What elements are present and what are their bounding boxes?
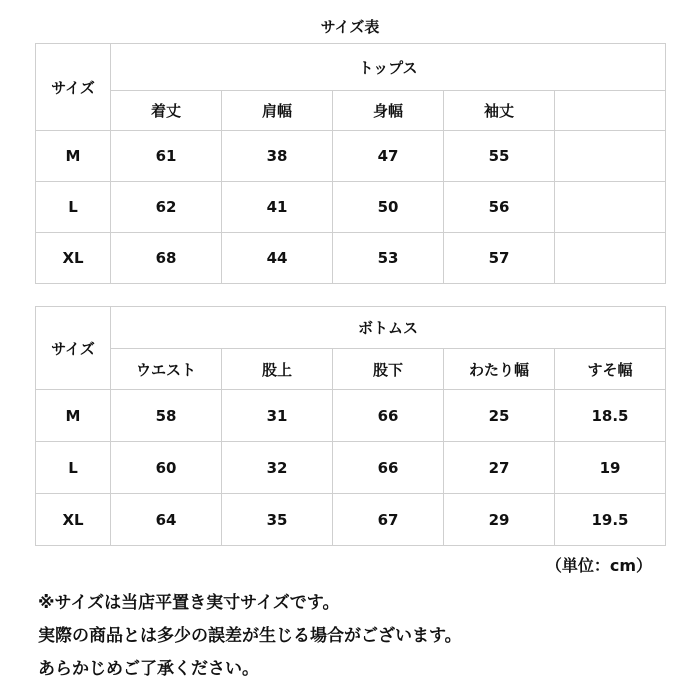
table-cell: 62 <box>111 182 222 233</box>
table-cell: 55 <box>444 131 555 182</box>
table-cell: 25 <box>444 390 555 442</box>
tops-column-header <box>555 91 666 131</box>
table-cell: 32 <box>222 442 333 494</box>
table-cell: 58 <box>111 390 222 442</box>
bottoms-row-xl <box>36 494 666 546</box>
table-cell: 29 <box>444 494 555 546</box>
bottoms-size-table <box>35 306 666 546</box>
size-label-cell: M <box>36 131 111 182</box>
bottoms-size-header: サイズ <box>36 307 111 390</box>
table-cell: 60 <box>111 442 222 494</box>
table-cell: 18.5 <box>555 390 666 442</box>
table-cell: 61 <box>111 131 222 182</box>
table-cell: 41 <box>222 182 333 233</box>
table-cell: 56 <box>444 182 555 233</box>
bottoms-column-header: すそ幅 <box>555 349 666 390</box>
tops-size-header: サイズ <box>36 44 111 131</box>
size-label-cell: L <box>36 442 111 494</box>
size-label-cell: XL <box>36 233 111 284</box>
bottoms-columns-row <box>36 349 666 390</box>
table-cell: 66 <box>333 442 444 494</box>
note-line: ※サイズは当店平置き実寸サイズです。 <box>38 593 340 613</box>
bottoms-header-row <box>36 307 666 349</box>
table-cell: 64 <box>111 494 222 546</box>
notes <box>38 587 678 686</box>
tops-column-header: 着丈 <box>111 91 222 131</box>
size-label-cell: L <box>36 182 111 233</box>
bottoms-row-m <box>36 390 666 442</box>
size-label-cell: M <box>36 390 111 442</box>
bottoms-row-l <box>36 442 666 494</box>
table-cell: 19.5 <box>555 494 666 546</box>
table-cell: 66 <box>333 390 444 442</box>
table-cell: 57 <box>444 233 555 284</box>
table-cell: 67 <box>333 494 444 546</box>
unit-note: （単位：cm） <box>545 556 652 575</box>
table-cell: 47 <box>333 131 444 182</box>
size-label-cell: XL <box>36 494 111 546</box>
tops-size-table <box>35 43 666 284</box>
note-line: 実際の商品とは多少の誤差が生じる場合がございます。 <box>38 626 462 646</box>
table-cell: 35 <box>222 494 333 546</box>
tops-group-header: トップス <box>111 44 666 91</box>
table-cell: 50 <box>333 182 444 233</box>
table-cell: 68 <box>111 233 222 284</box>
tops-column-header: 肩幅 <box>222 91 333 131</box>
tops-columns-row <box>36 91 666 131</box>
table-cell: 27 <box>444 442 555 494</box>
bottoms-column-header: わたり幅 <box>444 349 555 390</box>
table-cell: 38 <box>222 131 333 182</box>
note-line: あらかじめご了承ください。 <box>38 659 259 679</box>
table-cell: 44 <box>222 233 333 284</box>
table-cell: 31 <box>222 390 333 442</box>
tops-row-xl <box>36 233 666 284</box>
bottoms-column-header: 股上 <box>222 349 333 390</box>
table-cell <box>555 131 666 182</box>
bottoms-column-header: 股下 <box>333 349 444 390</box>
table-cell <box>555 182 666 233</box>
tops-row-l <box>36 182 666 233</box>
bottoms-column-header: ウエスト <box>111 349 222 390</box>
tops-row-m <box>36 131 666 182</box>
tops-column-header: 袖丈 <box>444 91 555 131</box>
page-title: サイズ表 <box>320 18 380 36</box>
table-cell: 19 <box>555 442 666 494</box>
table-cell <box>555 233 666 284</box>
tops-column-header: 身幅 <box>333 91 444 131</box>
table-cell: 53 <box>333 233 444 284</box>
tops-header-row <box>36 44 666 91</box>
bottoms-group-header: ボトムス <box>111 307 666 349</box>
